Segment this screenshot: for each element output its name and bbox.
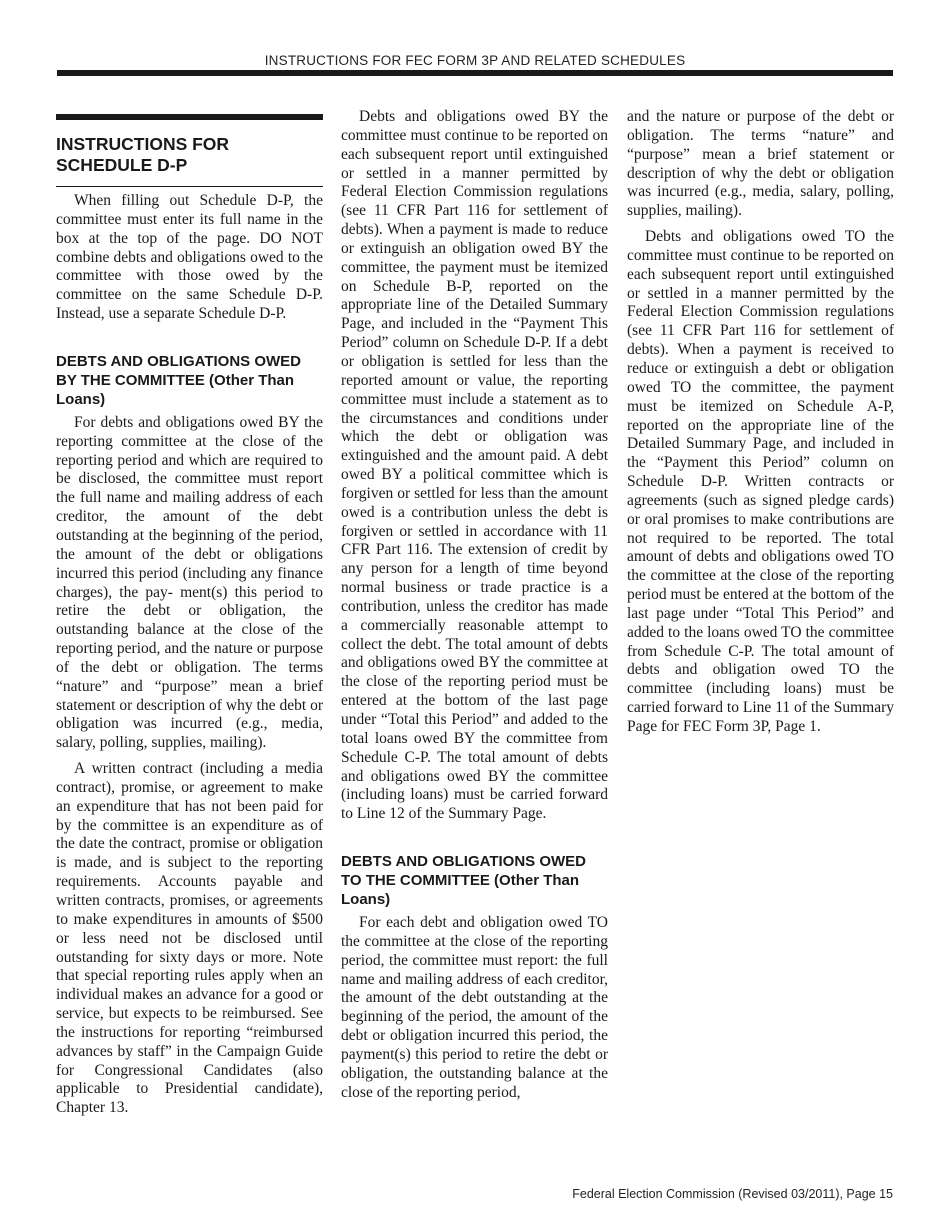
paragraph-owed-by-2: A written contract (including a media contract), promise, or agreement to make an expenditure that has not been paid for by the committee is an expenditure as of the date the contract, promise or obligation is made, and is subject to the reporting requirements. Accounts payable and written contracts, promises, or agreements to make expenditures in amounts of $500 or less need not be disclosed until outstanding for sixty days or more. Note that special reporting rules apply when an individual makes an advance for a good or service, but expects to be reimbursed. See the instructions for reporting “reimbursed advances by staff” in the Campaign Guide for Congressional Candidates (also applicable to Presidential candidate), Chapter 13. xyxy=(56,760,323,1117)
column-left xyxy=(56,108,323,1118)
header-rule xyxy=(57,70,893,76)
intro-paragraph: When filling out Schedule D-P, the committee must enter its full name in the box at the top of the page. DO NOT combine debts and obligations owed to the committee with those owed by the committee on the same Schedule D-P. Instead, use a separate Schedule D-P. xyxy=(56,192,323,323)
running-header: INSTRUCTIONS FOR FEC FORM 3P AND RELATED SCHEDULES xyxy=(264,53,686,68)
paragraph-owed-to-1: For each debt and obligation owed TO the committee at the close of the reporting period, the committee must report: the full name and mailing address of each creditor, the amount of the debt outstanding at the beginning of the period, the amount of the debt or obligation incurred this period, the payment(s) this period to retire the debt or obligation, the outstanding balance at the close of the reporting period, xyxy=(341,914,608,1101)
paragraph-owed-to-3: Debts and obligations owed TO the committee must continue to be reported on each subsequent report until extinguished or settled in a manner permitted by the Federal Election Commission regulations (see 11 CFR Part 116 for settlement of debts). When a payment is received to reduce or extinguish a debt or obligation owed TO the committee, the payment must be itemized on Schedule A-P, reported on the appropriate line of the Detailed Summary Page, and included in the “Payment this Period” column on Schedule D-P. Written contracts or agreements (such as signed pledge cards) or oral promises to make contributions are not required to be reported. The total amount of debts and obligations owed TO the committee at the close of the reporting period must be entered at the bottom of the last page under “Total This Period” and added to the loans owed TO the committee from Schedule C-P. The total amount of debts and obligation owed TO the committee (including loans) must be carried forward to Line 11 of the Summary Page for FEC Form 3P, Page 1. xyxy=(627,228,894,735)
column-middle xyxy=(341,108,608,1103)
paragraph-owed-to-2: and the nature or purpose of the debt or obligation. The terms “nature” and “purpose” mean a brief statement or description of why the debt or obligation was incurred (e.g., media, salary, polling, supplies, mailing). xyxy=(627,108,894,220)
page-footer: Federal Election Commission (Revised 03/2011), Page 15 xyxy=(572,1187,893,1201)
section-heading-owed-to: DEBTS AND OBLIGATIONS OWED TO THE COMMITTEE (Other Than Loans) xyxy=(341,853,586,909)
title-top-rule xyxy=(56,114,323,120)
section-heading-owed-by: DEBTS AND OBLIGATIONS OWED BY THE COMMITTEE (Other Than Loans) xyxy=(56,352,301,408)
paragraph-owed-by-1: For debts and obligations owed BY the reporting committee at the close of the reporting period and which are required to be disclosed, the committee must report the full name and mailing address of each creditor, the amount of the debt outstanding at the beginning of the period, the amount of the debt or obligations incurred this period (including any finance charges), the pay- ment(s) this period to retire the debt or obligation, the outstanding balance at the close of the reporting period, and the nature or purpose of the debt or obligation. The terms “nature” and “purpose” mean a brief statement or description of why the debt or obligation was incurred (e.g., media, salary, polling, supplies, mailing). xyxy=(56,413,323,752)
paragraph-owed-by-3: Debts and obligations owed BY the committee must continue to be reported on each subsequent report until extinguished or settled in a manner permitted by Federal Election Commission regulations (see 11 CFR Part 116 for settlement of debts). When a payment is made to reduce or extinguish an obligation owed BY the committee, the payment must be itemized on Schedule B-P, reported on the appropriate line of the Detailed Summary Page, and included in the “Payment This Period” column on Schedule D-P. If a debt or obligation is settled for less than the reported amount or value, the reporting committee must include a statement as to the circumstances and conditions under which the debt or obligation was extinguished and the amount paid. A debt owed BY a political committee which is forgiven or settled for less than the amount owed is a contribution unless the debt is forgiven or settled in accordance with 11 CFR Part 116. The extension of credit by any person for a length of time beyond normal business or trade practice is a contribution, unless the creditor has made a commercially reasonable attempt to collect the debt. The total amount of debts and obligations owed BY the committee at the close of the reporting period must be entered at the bottom of the last page under “Total this Period” and added to the total loans owed BY the committee from Schedule C-P. The total amount of debts and obligations owed BY the committee (including loans) must be carried forward to Line 12 of the Summary Page. xyxy=(341,108,608,823)
column-right xyxy=(627,108,894,737)
schedule-title: INSTRUCTIONS FOR SCHEDULE D-P xyxy=(56,134,230,175)
